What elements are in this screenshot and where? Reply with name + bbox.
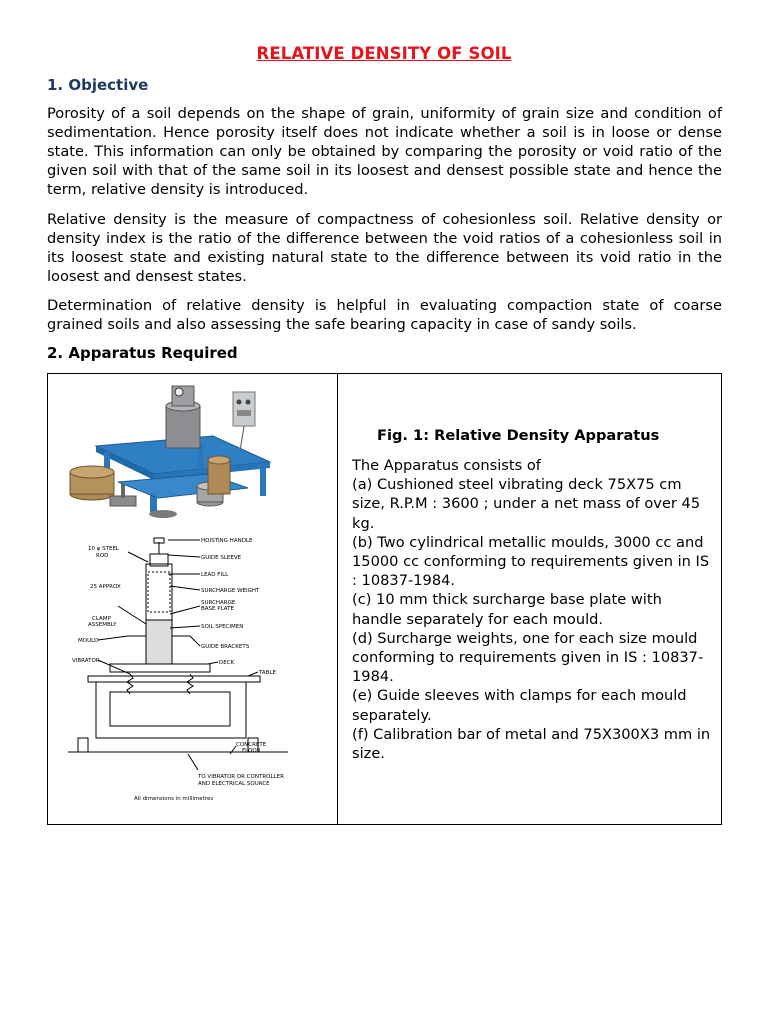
table-divider (337, 374, 338, 824)
label-lead-fill: LEAD FILL (201, 572, 229, 578)
label-to-vibrator-2: AND ELECTRICAL SOURCE (198, 781, 270, 787)
apparatus-diagram (48, 524, 337, 824)
label-concrete-1: CONCRETE (236, 742, 267, 748)
label-mould: MOULD (78, 638, 99, 644)
apparatus-item: (f) Calibration bar of metal and 75X300X3 mm in size. (352, 725, 711, 763)
label-guide-brackets: GUIDE BRACKETS (201, 644, 250, 650)
apparatus-item: (e) Guide sleeves with clamps for each mould separately. (352, 687, 687, 724)
apparatus-heading: 2. Apparatus Required (47, 344, 238, 362)
apparatus-figure (48, 374, 337, 824)
label-approx: 25 APPROX (90, 584, 121, 590)
apparatus-item: (d) Surcharge weights, one for each size mould conforming to requirements given in IS : 10837-1984. (352, 629, 704, 686)
apparatus-item: (c) 10 mm thick surcharge base plate with handle separately for each mould. (352, 591, 662, 628)
label-surcharge-1: SURCHARGE (201, 600, 236, 606)
apparatus-photo (48, 374, 337, 524)
apparatus-item: (a) Cushioned steel vibrating deck 75X75 cm size, R.P.M : 3600 ; under a net mass of over 45 kg. (352, 476, 701, 532)
objective-paragraph-3: Determination of relative density is helpful in evaluating compaction state of coarse grained soils and also assessing the safe bearing capacity in case of sandy soils. (47, 297, 722, 333)
apparatus-table (47, 373, 722, 825)
label-to-vibrator-1: TO VIBRATOR OR CONTROLLER (198, 774, 284, 780)
label-surcharge-2: BASE PLATE (201, 606, 234, 612)
document-title: RELATIVE DENSITY OF SOIL (256, 44, 512, 63)
label-table: TABLE (259, 670, 277, 676)
apparatus-description (352, 456, 712, 763)
label-concrete-2: FLOOR (242, 748, 261, 754)
apparatus-intro: The Apparatus consists of (352, 457, 541, 474)
apparatus-item: (b) Two cylindrical metallic moulds, 3000 cc and 15000 cc conforming to requirements given in IS : 10837-1984. (352, 533, 710, 590)
label-deck: DECK (219, 660, 235, 666)
objective-paragraph-1: Porosity of a soil depends on the shape of grain, uniformity of grain size and condition of sedimentation. Hence porosity itself does not indicate whether a soil is in loose or dense state. This information can only be obtained by comparing the porosity or void ratio of the given soil with that of the same soil in its loosest and densest possible state and hence the term, relative density is introduced. (47, 105, 722, 198)
figure-caption: Fig. 1: Relative Density Apparatus (377, 427, 660, 444)
label-vibrator: VIBRATOR (72, 658, 100, 664)
label-clamp-2: ASSEMBLY (88, 622, 117, 628)
label-dimensions-note: All dimensions in millimetres (134, 796, 214, 802)
label-guide-sleeve: GUIDE SLEEVE (201, 555, 242, 561)
label-steel-rod-2: ROD (96, 553, 109, 559)
label-surcharge-weight: SURCHARGE WEIGHT (201, 588, 260, 594)
objective-paragraph-2: Relative density is the measure of compactness of cohesionless soil. Relative density or density index is the ratio of the difference between the void ratios of a cohesionless soil in its loosest state and existing natural state to the difference between its void ratio in the loosest and densest states. (47, 211, 722, 285)
label-hoisting-handle: HOISTING HANDLE (201, 538, 253, 544)
label-steel-rod-1: 10 φ STEEL (88, 546, 119, 552)
label-clamp-1: CLAMP (92, 616, 111, 622)
label-soil-specimen: SOIL SPECIMEN (201, 624, 244, 630)
objective-heading: 1. Objective (47, 76, 149, 94)
